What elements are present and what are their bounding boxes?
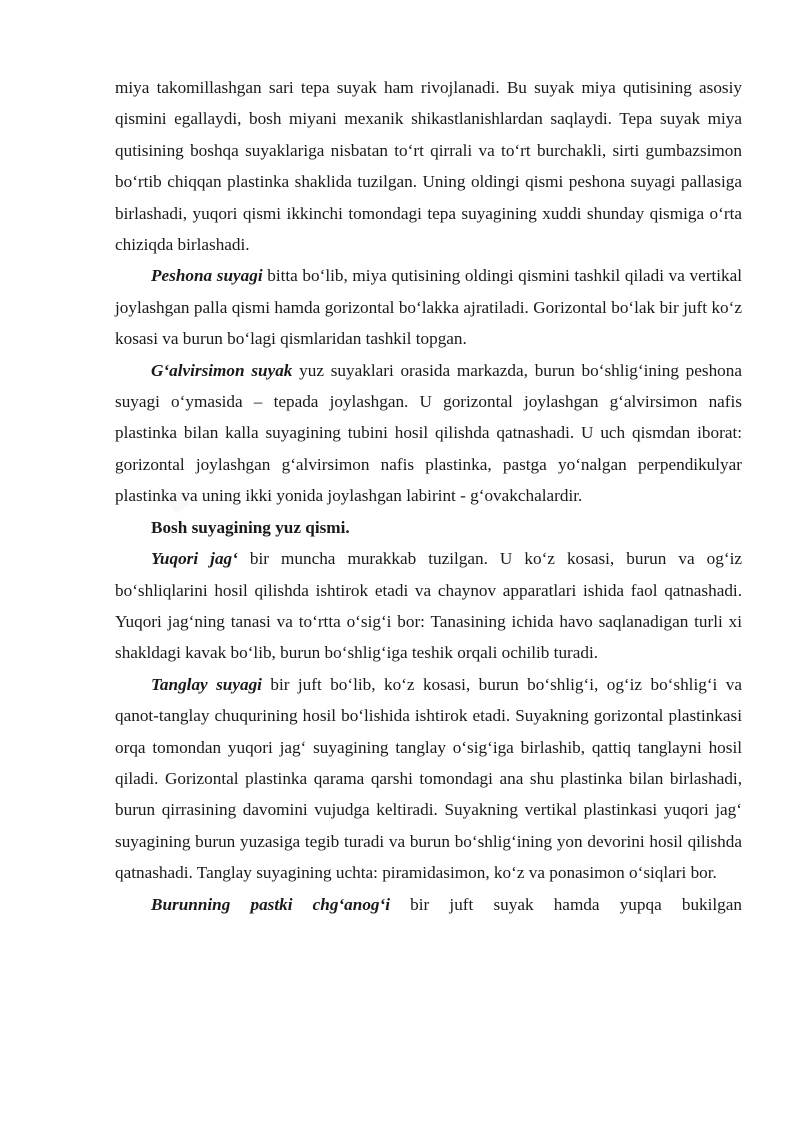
paragraph bbox=[115, 669, 742, 889]
term-burunning-pastki-chganogi: Burunning pastki chg‘anog‘i bbox=[151, 894, 391, 914]
body-text bbox=[115, 72, 742, 920]
term-galvirsimon-suyak: G‘alvirsimon suyak bbox=[151, 360, 293, 380]
paragraph-text: bir juft suyak hamda yupqa bukilgan bbox=[390, 894, 743, 914]
term-yuqori-jag: Yuqori jag‘ bbox=[151, 549, 238, 569]
section-heading bbox=[115, 512, 742, 543]
paragraph-text: miya takomillashgan sari tepa suyak ham rivojlanadi. Bu suyak miya qutisining asosiy qismini egallaydi, bosh miyani mexanik shikastlanishlardan saqlaydi. Tepa suyak miya qutisining boshqa suyaklariga nisbatan to‘rt qirrali va to‘rt burchakli, sirti gumbazsimon bo‘rtib chiqqan plastinka shaklida tuzilgan. Uning oldingi qismi peshona suyagi pallasiga birlashadi, yuqori qismi ikkinchi tomondagi tepa suyagining xuddi shunday qismiga o‘rta chiziqda birlashadi. bbox=[115, 78, 742, 255]
paragraph-text: bir muncha murakkab tuzilgan. U ko‘z kosasi, burun va og‘iz bo‘shliqlarini hosil qilishda ishtirok etadi va chaynov apparatlari ishida faol qatnashadi. Yuqori jag‘ning tanasi va to‘rtta o‘sig‘i bor: Tanasining ichida havo saqlanadigan turli xi shakldagi kavak bo‘lib, burun bo‘shlig‘iga teshik orqali ochilib turadi. bbox=[115, 549, 742, 663]
paragraph bbox=[115, 889, 742, 920]
paragraph-text: yuz suyaklari orasida markazda, burun bo‘shlig‘ining peshona suyagi o‘ymasida – tepada joylashgan. U gorizontal joylashgan g‘alvirsimon nafis plastinka bilan kalla suyagining tubini hosil qilishda qatnashadi. U uch qismdan iborat: gorizontal joylashgan g‘alvirsimon nafis plastinka, pastga yo‘nalgan perpendikulyar plastinka va uning ikki yonida joylashgan labirint - g‘ovakchalardir. bbox=[115, 360, 742, 506]
paragraph bbox=[115, 72, 742, 260]
paragraph-text: bitta bo‘lib, miya qutisining oldingi qismini tashkil qiladi va vertikal joylashgan palla qismi hamda gorizontal bo‘lakka ajratiladi. Gorizontal bo‘lak bir juft ko‘z kosasi va burun bo‘lagi qismlaridan tashkil topgan. bbox=[115, 266, 742, 349]
paragraph bbox=[115, 355, 742, 512]
paragraph-text: bir juft bo‘lib, ko‘z kosasi, burun bo‘shlig‘i, og‘iz bo‘shlig‘i va qanot-tanglay chuqurining hosil bo‘lishida ishtirok etadi. Suyakning gorizontal plastinkasi orqa tomondan yuqori jag‘ suyagining tanglay o‘sig‘iga birlashib, qattiq tanglayni hosil qiladi. Gorizontal plastinka qarama qarshi tomondagi ana shu plastinka bilan birlashadi, burun qirrasining davomini vujudga keltiradi. Suyakning vertikal plastinkasi yuqori jag‘ suyagining burun yuzasiga tegib turadi va burun bo‘shlig‘ining yon devorini hosil qilishda qatnashadi. Tanglay suyagining uchta: piramidasimon, ko‘z va ponasimon o‘siqlari bor. bbox=[115, 674, 742, 883]
section-heading-text: Bosh suyagining yuz qismi. bbox=[151, 517, 350, 537]
paragraph bbox=[115, 543, 742, 669]
paragraph bbox=[115, 260, 742, 354]
term-peshona-suyagi: Peshona suyagi bbox=[151, 266, 263, 286]
term-tanglay-suyagi: Tanglay suyagi bbox=[151, 674, 262, 694]
